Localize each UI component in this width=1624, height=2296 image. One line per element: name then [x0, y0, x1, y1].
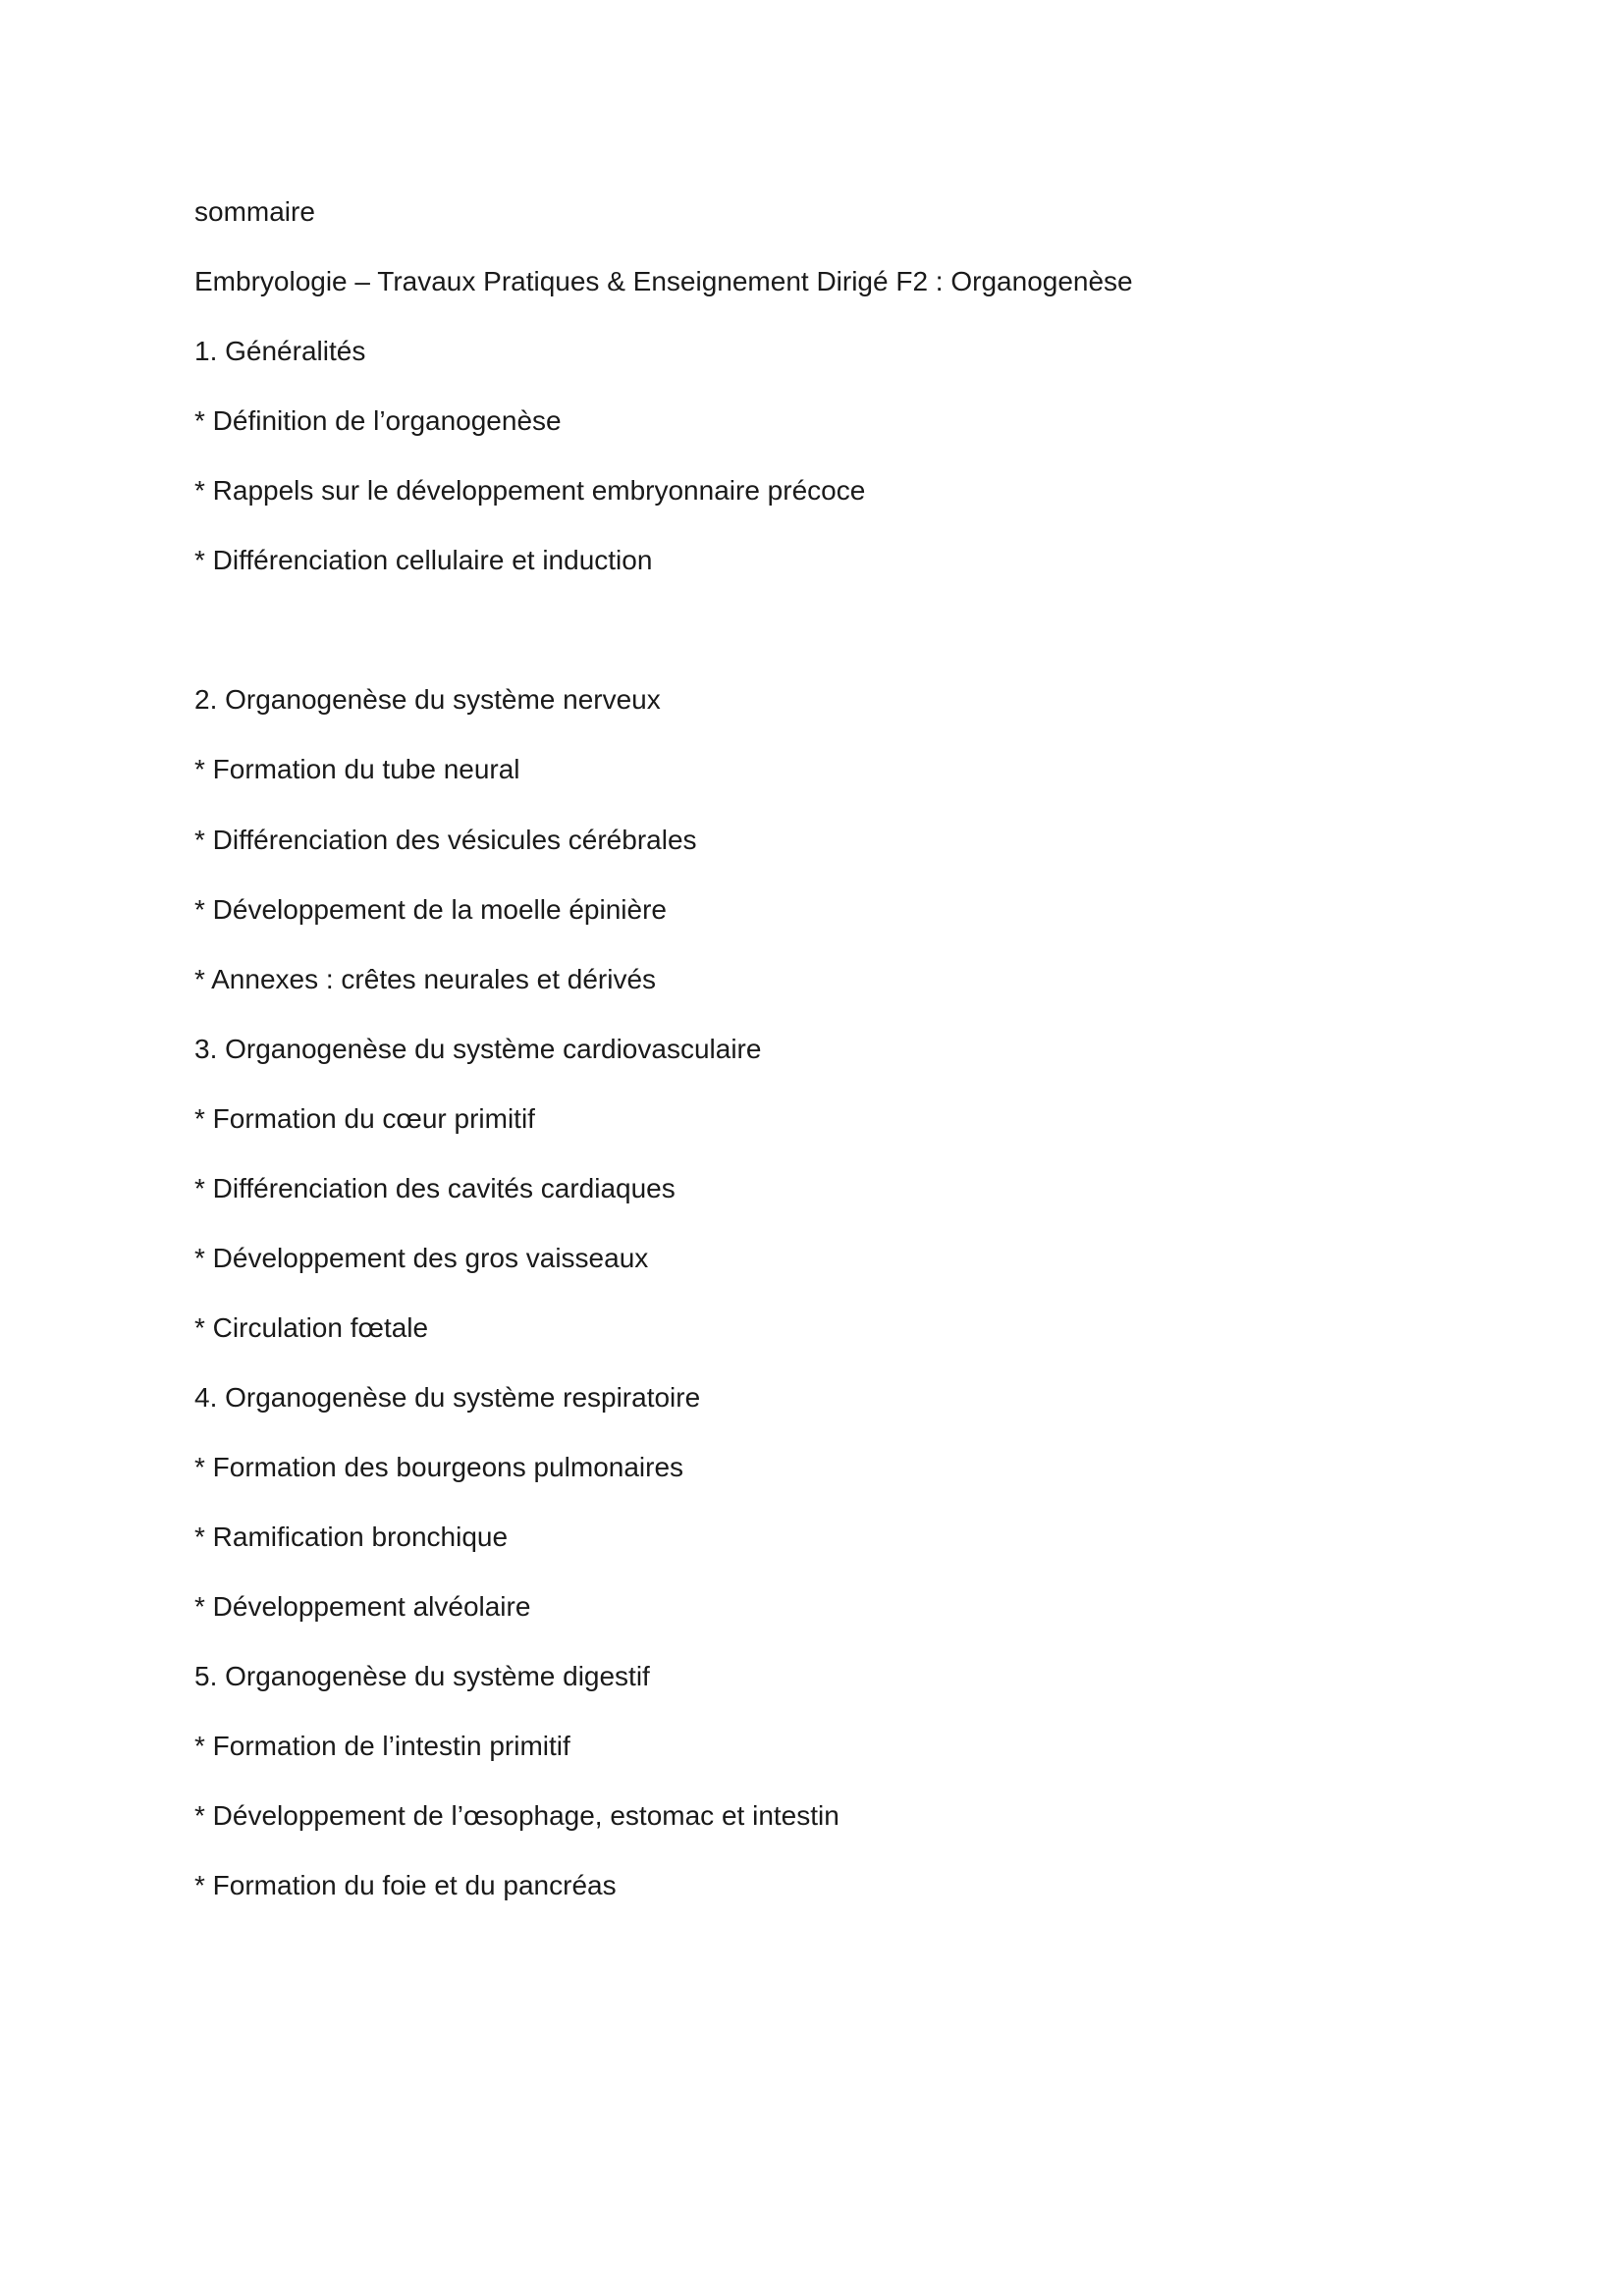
section-title: 1. Généralités	[194, 336, 366, 366]
section-title: 2. Organogenèse du système nerveux	[194, 684, 661, 715]
list-item: * Définition de l’organogenèse	[194, 405, 562, 436]
list-item: * Différenciation des cavités cardiaques	[194, 1173, 676, 1203]
list-item: * Formation des bourgeons pulmonaires	[194, 1452, 684, 1482]
list-item: * Formation du foie et du pancréas	[194, 1870, 617, 1900]
section-title: 4. Organogenèse du système respiratoire	[194, 1382, 701, 1413]
list-item: * Développement des gros vaisseaux	[194, 1243, 649, 1273]
list-item: * Développement de la moelle épinière	[194, 894, 667, 925]
list-item: * Formation de l’intestin primitif	[194, 1731, 570, 1761]
section-title: 3. Organogenèse du système cardiovasculaire	[194, 1034, 762, 1064]
section-title: 5. Organogenèse du système digestif	[194, 1661, 650, 1691]
list-item: * Développement de l’œsophage, estomac et intestin	[194, 1800, 839, 1831]
document-heading: sommaire	[194, 196, 315, 227]
list-item: * Annexes : crêtes neurales et dérivés	[194, 964, 657, 994]
list-item: * Formation du cœur primitif	[194, 1103, 535, 1134]
list-item: * Différenciation cellulaire et induction	[194, 545, 653, 575]
list-item: * Ramification bronchique	[194, 1522, 509, 1552]
list-item: * Différenciation des vésicules cérébrales	[194, 825, 697, 855]
list-item: * Rappels sur le développement embryonnaire précoce	[194, 475, 866, 506]
list-item: * Formation du tube neural	[194, 754, 520, 784]
document-title: Embryologie – Travaux Pratiques & Enseignement Dirigé F2 : Organogenèse	[194, 266, 1133, 296]
list-item: * Circulation fœtale	[194, 1312, 429, 1343]
list-item: * Développement alvéolaire	[194, 1591, 531, 1622]
